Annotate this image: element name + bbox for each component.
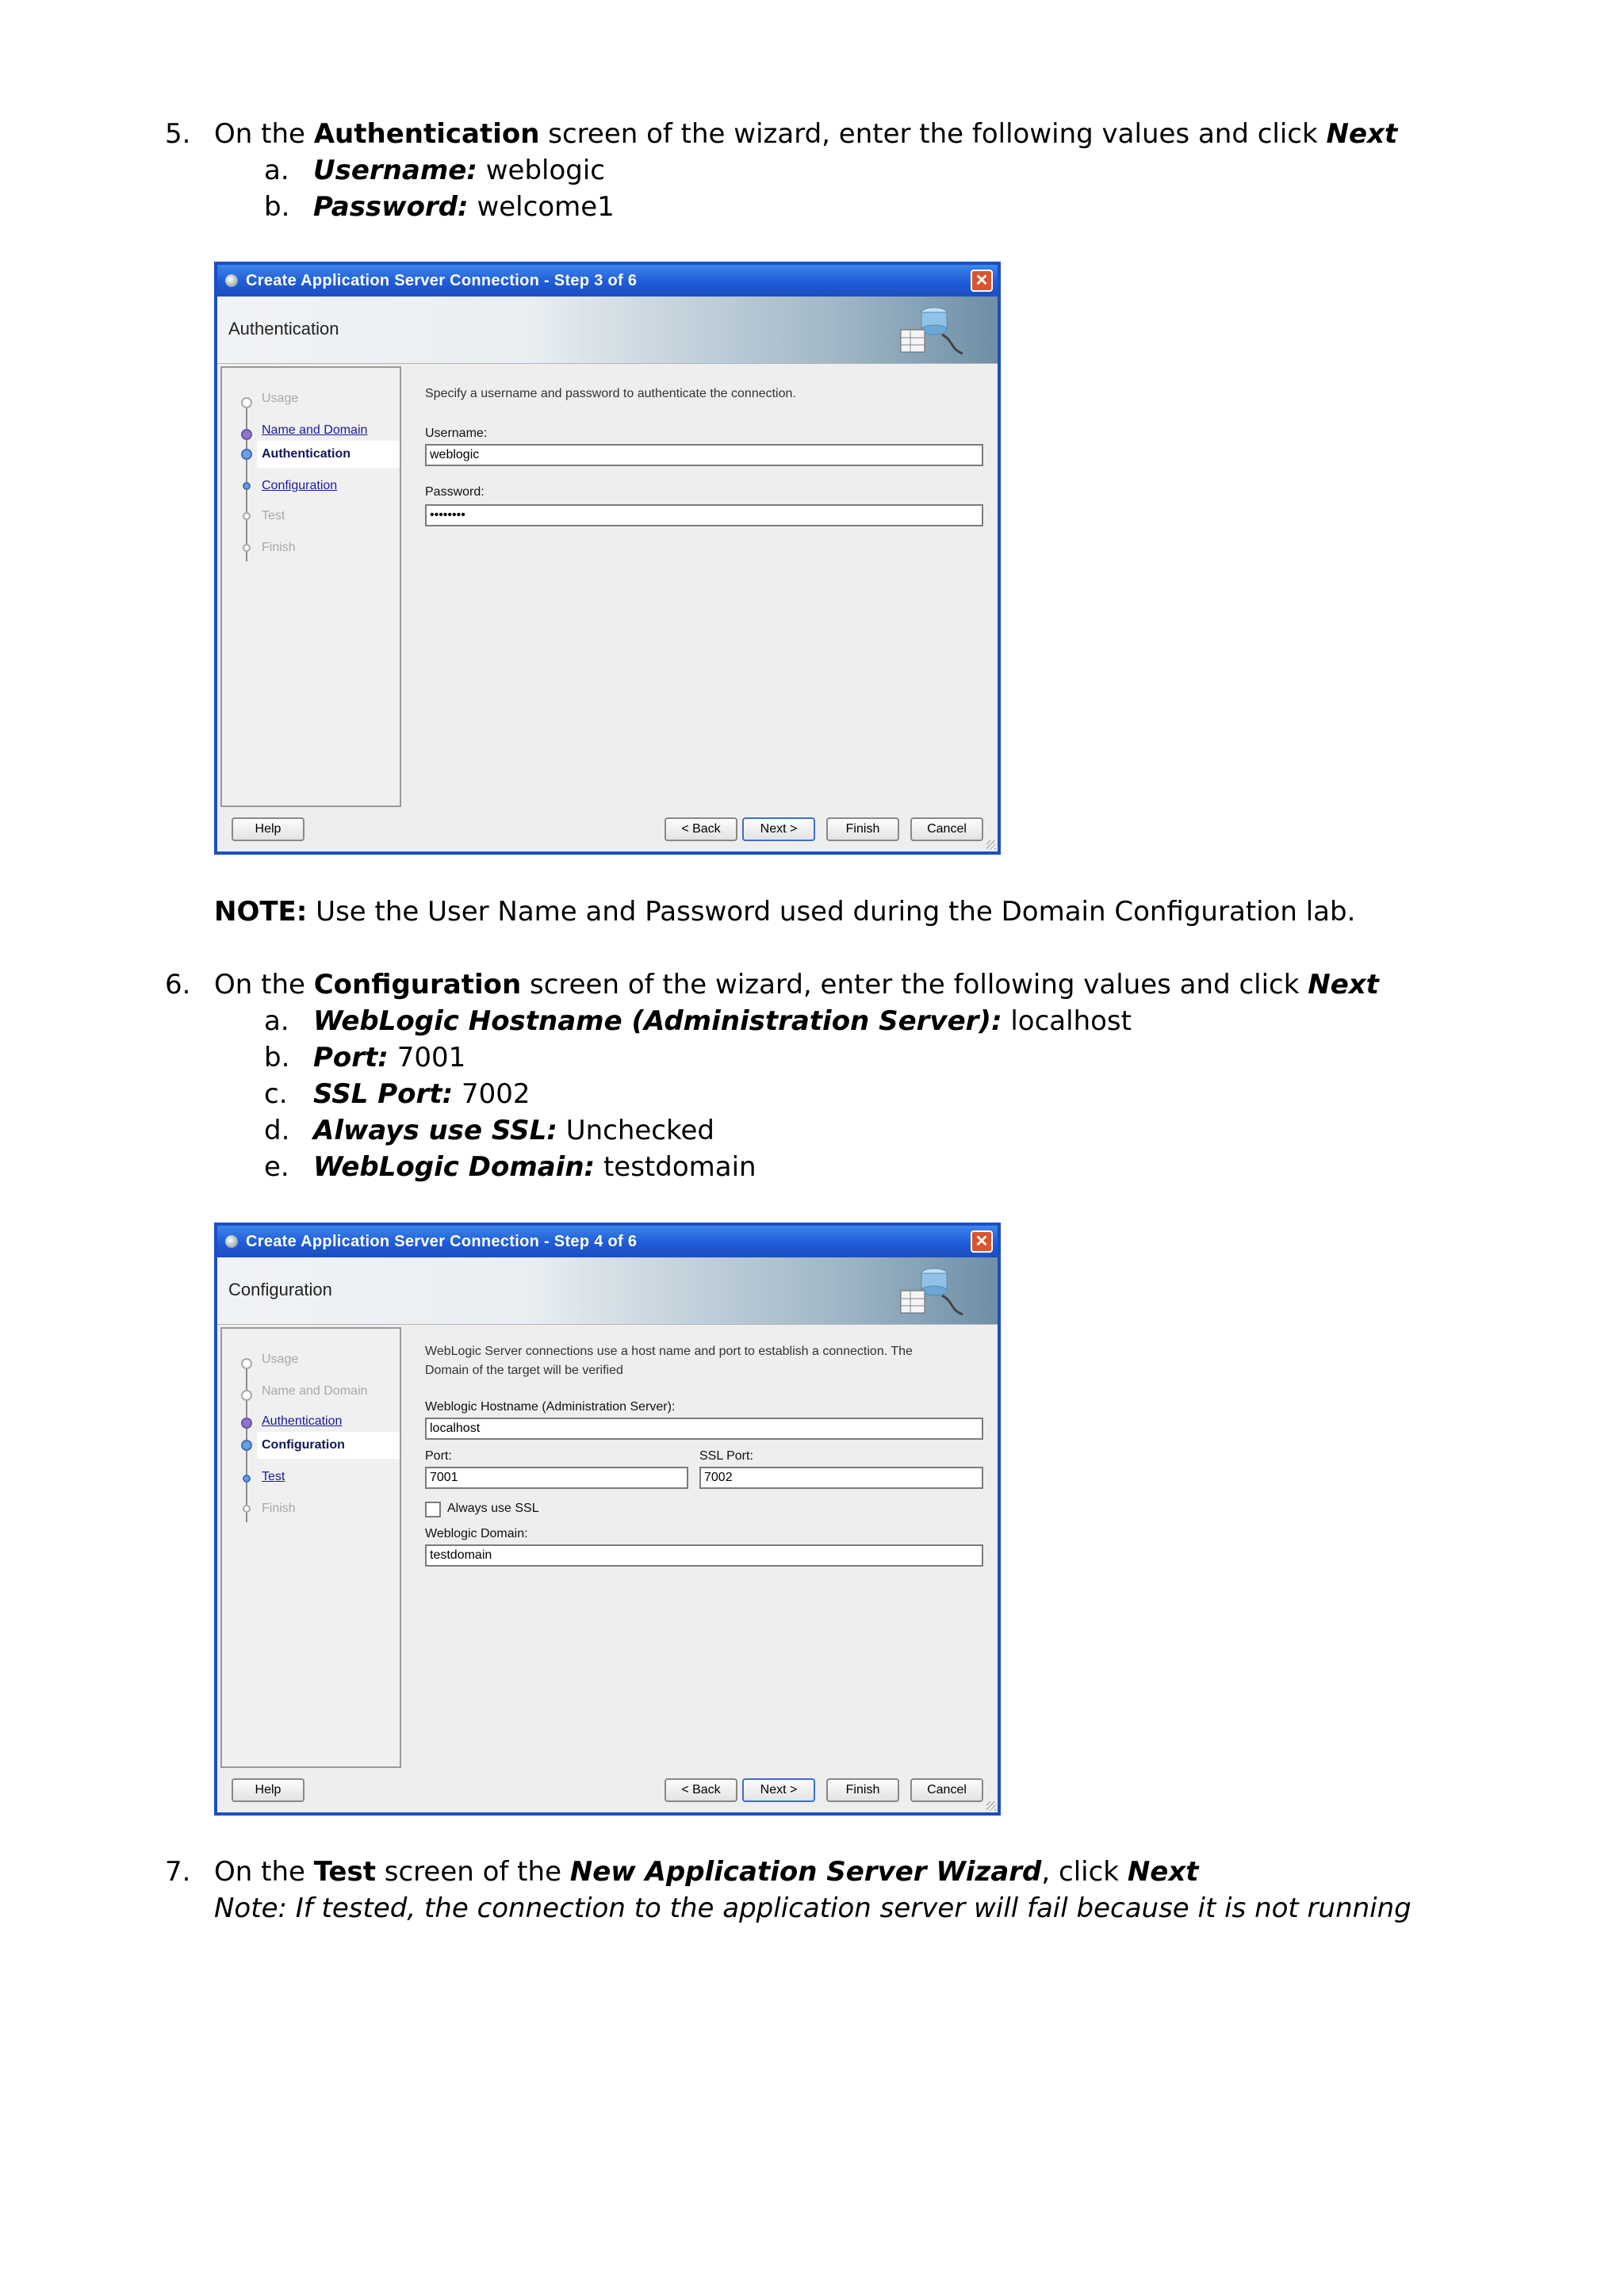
steps-pane: [220, 366, 401, 807]
item-label: WebLogic Hostname (Administration Server):: [313, 1005, 1002, 1037]
item-label: SSL Port:: [313, 1078, 454, 1110]
resize-grip[interactable]: [986, 840, 996, 850]
cancel-button[interactable]: Cancel: [910, 1778, 983, 1802]
port-input[interactable]: 7001: [425, 1467, 688, 1489]
password-label: Password:: [425, 485, 485, 499]
item-always-ssl: [313, 1112, 714, 1149]
server-connection-icon: [894, 303, 966, 358]
page-title: Authentication: [228, 319, 339, 339]
dialog-banner: [217, 1257, 998, 1325]
domain-input[interactable]: testdomain: [425, 1544, 983, 1567]
java-cup-icon: [225, 1235, 238, 1248]
step-6-text: [214, 966, 1379, 1003]
config-dialog: [214, 1223, 1001, 1816]
item-letter: b.: [264, 191, 290, 223]
text: , click: [1041, 1856, 1128, 1888]
item-value: Unchecked: [557, 1115, 714, 1146]
step-node-icon: [241, 1418, 252, 1429]
item-label: Port:: [313, 1042, 389, 1073]
step-7-note: Note: If tested, the connection to the application server will fail because it is not running: [214, 1892, 1411, 1924]
step-number: 7.: [165, 1856, 191, 1888]
step-node-icon: [243, 544, 251, 552]
item-letter: a.: [264, 155, 289, 186]
item-ssl-port: [313, 1076, 530, 1112]
action-name: Next: [1308, 969, 1379, 1001]
next-button[interactable]: Next >: [742, 817, 815, 841]
item-label: Password:: [313, 191, 469, 223]
item-domain: [313, 1149, 756, 1185]
text: On the: [214, 118, 314, 150]
step-7-text: [214, 1854, 1199, 1890]
step-node-icon: [241, 1390, 252, 1401]
auth-dialog: [214, 262, 1001, 855]
username-label: Username:: [425, 427, 488, 440]
next-button[interactable]: Next >: [742, 1778, 815, 1802]
help-button[interactable]: Help: [232, 817, 304, 841]
step-5-text: [214, 116, 1397, 152]
server-connection-icon: [894, 1264, 966, 1319]
screen-name: Authentication: [313, 118, 540, 150]
item-password: [313, 189, 615, 225]
item-value: weblogic: [477, 155, 605, 186]
item-value: 7002: [453, 1078, 530, 1110]
step-number: 5.: [165, 118, 191, 150]
item-letter: e.: [264, 1151, 289, 1183]
step-finish: Finish: [262, 1502, 296, 1515]
step-configuration: Configuration: [262, 1438, 345, 1452]
back-button[interactable]: < Back: [665, 1778, 737, 1802]
close-button[interactable]: [971, 270, 993, 292]
item-value: welcome1: [468, 191, 615, 223]
item-letter: b.: [264, 1042, 290, 1073]
resize-grip[interactable]: [986, 1801, 996, 1811]
cancel-button[interactable]: Cancel: [910, 817, 983, 841]
text: screen of the wizard, enter the following values and click: [521, 969, 1308, 1001]
java-cup-icon: [225, 274, 238, 287]
step-node-icon: [241, 1440, 252, 1451]
note-label: NOTE:: [214, 896, 308, 928]
ssl-port-input[interactable]: 7002: [699, 1467, 983, 1489]
ssl-port-label: SSL Port:: [699, 1449, 753, 1463]
text: screen of the: [375, 1856, 570, 1888]
port-label: Port:: [425, 1449, 452, 1463]
step-node-icon: [243, 1475, 251, 1483]
instruction-text-line-2: Domain of the target will be verified: [425, 1364, 623, 1377]
step-node-icon: [243, 482, 251, 490]
text: On the: [214, 969, 314, 1001]
finish-button[interactable]: Finish: [826, 1778, 899, 1802]
step-number: 6.: [165, 969, 191, 1001]
step-authentication[interactable]: Authentication: [262, 1414, 343, 1428]
username-input[interactable]: weblogic: [425, 444, 983, 466]
item-value: 7001: [388, 1042, 466, 1073]
step-node-icon: [243, 1505, 251, 1513]
note-text: Use the User Name and Password used during the Domain Configuration lab.: [307, 896, 1356, 928]
item-letter: c.: [264, 1078, 288, 1110]
item-username: [313, 152, 605, 189]
step-authentication: Authentication: [262, 447, 350, 461]
step-usage: Usage: [262, 1353, 299, 1366]
close-button[interactable]: [971, 1230, 993, 1253]
step-name-and-domain: Name and Domain: [262, 1384, 368, 1398]
instruction-text: Specify a username and password to authenticate the connection.: [425, 387, 796, 400]
instruction-text-line-1: WebLogic Server connections use a host name and port to establish a connection. The: [425, 1345, 913, 1358]
step-node-icon: [241, 1358, 252, 1369]
step-configuration[interactable]: Configuration: [262, 479, 338, 492]
hostname-label: Weblogic Hostname (Administration Server):: [425, 1400, 676, 1414]
dialog-title: Create Application Server Connection - Step 4 of 6: [246, 1232, 638, 1250]
always-use-ssl-checkbox[interactable]: [425, 1502, 441, 1517]
item-letter: a.: [264, 1005, 289, 1037]
back-button[interactable]: < Back: [665, 817, 737, 841]
dialog-title: Create Application Server Connection - Step 3 of 6: [246, 271, 638, 289]
wizard-name: New Application Server Wizard: [569, 1856, 1042, 1888]
steps-pane: [220, 1327, 401, 1768]
step-node-icon: [241, 449, 252, 460]
item-label: WebLogic Domain:: [313, 1151, 596, 1183]
step-test: Test: [262, 509, 285, 522]
item-letter: d.: [264, 1115, 290, 1146]
close-icon: ✕: [975, 272, 989, 289]
item-port: [313, 1039, 465, 1076]
step-finish: Finish: [262, 541, 296, 554]
page-title: Configuration: [228, 1280, 332, 1299]
finish-button[interactable]: Finish: [826, 817, 899, 841]
step-test[interactable]: Test: [262, 1470, 285, 1483]
text: On the: [214, 1856, 314, 1888]
step-usage: Usage: [262, 392, 299, 405]
item-label: Always use SSL:: [313, 1115, 557, 1146]
screen-name: Test: [313, 1856, 376, 1888]
step-node-icon: [243, 512, 251, 520]
always-use-ssl-label: Always use SSL: [447, 1502, 539, 1515]
note: [214, 894, 1355, 930]
screen-name: Configuration: [313, 969, 522, 1001]
close-icon: ✕: [975, 1233, 989, 1250]
domain-label: Weblogic Domain:: [425, 1527, 528, 1540]
item-hostname: [313, 1003, 1132, 1039]
dialog-banner: [217, 297, 998, 364]
help-button[interactable]: Help: [232, 1778, 304, 1802]
password-input[interactable]: ••••••••: [425, 504, 983, 526]
item-value: testdomain: [595, 1151, 756, 1183]
text: screen of the wizard, enter the following values and click: [539, 118, 1327, 150]
dialog-titlebar[interactable]: [217, 265, 998, 297]
step-name-and-domain[interactable]: Name and Domain: [262, 423, 368, 437]
dialog-titlebar[interactable]: [217, 1226, 998, 1257]
step-node-icon: [241, 429, 252, 440]
action-name: Next: [1127, 1856, 1199, 1888]
step-node-icon: [241, 397, 252, 408]
item-label: Username:: [313, 155, 477, 186]
action-name: Next: [1326, 118, 1398, 150]
item-value: localhost: [1002, 1005, 1132, 1037]
hostname-input[interactable]: localhost: [425, 1418, 983, 1440]
